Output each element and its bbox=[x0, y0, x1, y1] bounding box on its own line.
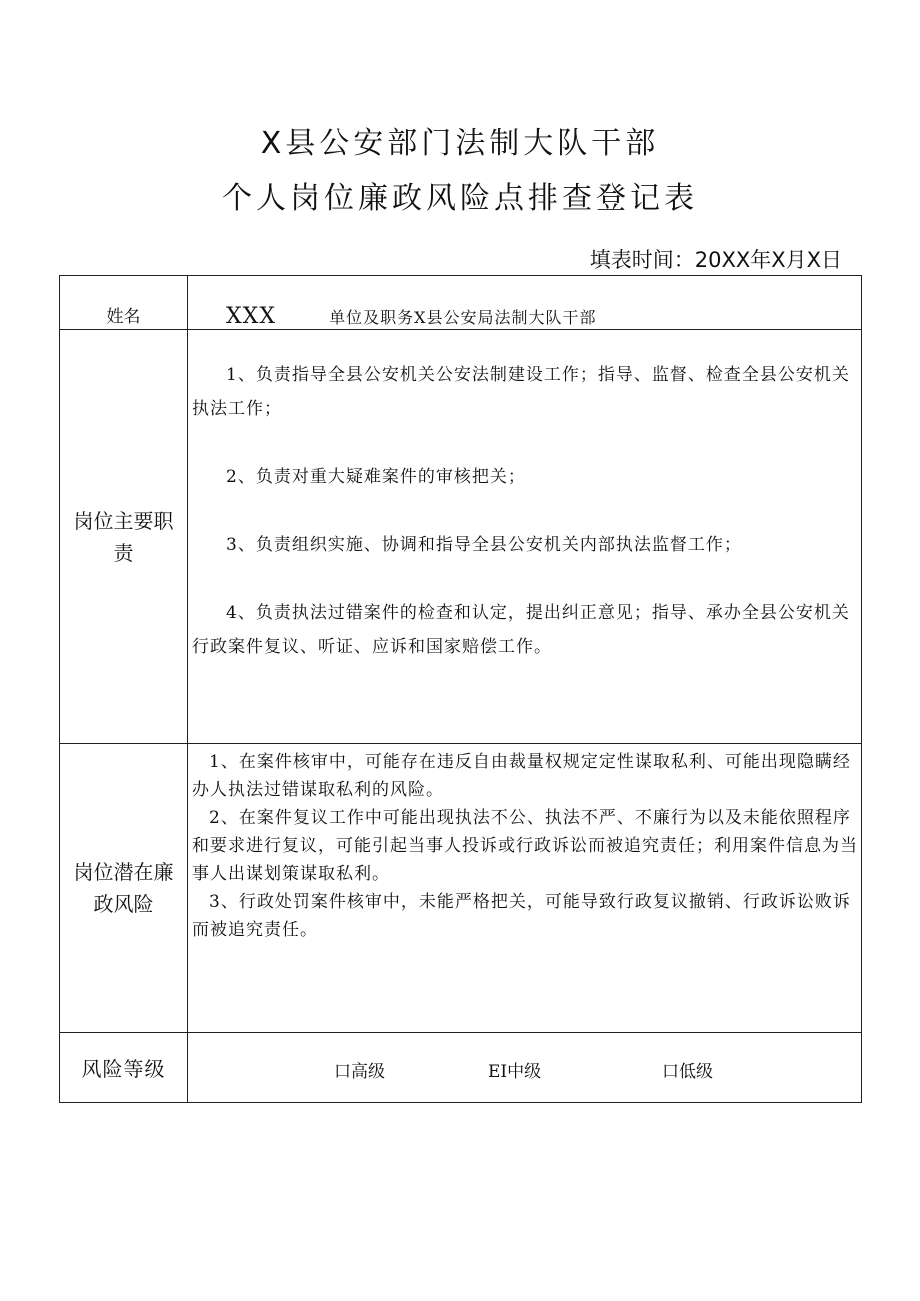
risk-level-options bbox=[188, 1033, 862, 1103]
risks-list bbox=[188, 744, 861, 944]
risk-level-row bbox=[60, 1033, 862, 1103]
duty-item: 4、负责执法过错案件的检查和认定，提出纠正意见；指导、承办全县公安机关行政案件复议、听证、应诉和国家赔偿工作。 bbox=[192, 603, 850, 657]
risks-row bbox=[60, 744, 862, 1033]
unit-position: 单位及职务X县公安局法制大队干部 bbox=[329, 308, 597, 327]
title-line-1: X县公安部门法制大队干部 bbox=[260, 126, 660, 161]
duties-label: 岗位主要职责 bbox=[60, 330, 188, 744]
name-label: 姓名 bbox=[60, 276, 188, 330]
risk-registration-table bbox=[59, 275, 862, 1103]
risk-item: 2、在案件复议工作中可能出现执法不公、执法不严、不廉行为以及未能依照程序和要求进行复议，可能引起当事人投诉或行政诉讼而被追究责任；利用案件信息为当事人出谋划策谋取私利。 bbox=[192, 808, 858, 884]
duties-cell bbox=[188, 330, 862, 744]
risks-cell bbox=[188, 744, 862, 1033]
risk-item: 1、在案件核审中，可能存在违反自由裁量权规定定性谋取私利、可能出现隐瞒经办人执法过错谋取私利的风险。 bbox=[192, 752, 851, 800]
risk-level-label: 风险等级 bbox=[60, 1033, 188, 1103]
name-row bbox=[60, 276, 862, 330]
name-cell bbox=[188, 276, 862, 330]
risk-level-medium-checkbox[interactable]: EI中级 bbox=[488, 1062, 542, 1082]
duty-item: 1、负责指导全县公安机关公安法制建设工作；指导、监督、检查全县公安机关执法工作； bbox=[192, 365, 850, 419]
risk-level-low-checkbox[interactable]: 口低级 bbox=[662, 1062, 713, 1082]
title-line-2: 个人岗位廉政风险点排查登记表 bbox=[222, 181, 698, 216]
risks-label: 岗位潜在廉政风险 bbox=[60, 744, 188, 1033]
duty-item: 3、负责组织实施、协调和指导全县公安机关内部执法监督工作； bbox=[226, 535, 742, 555]
name-value: XXX bbox=[226, 304, 276, 329]
risk-item: 3、行政处罚案件核审中，未能严格把关，可能导致行政复议撤销、行政诉讼败诉而被追究责任。 bbox=[192, 892, 851, 940]
duties-list bbox=[188, 330, 861, 664]
duties-row bbox=[60, 330, 862, 744]
risk-level-high-checkbox[interactable]: 口高级 bbox=[334, 1062, 385, 1082]
fill-date: 填表时间：20XX年X月X日 bbox=[589, 248, 842, 272]
duty-item: 2、负责对重大疑难案件的审核把关； bbox=[226, 467, 526, 487]
